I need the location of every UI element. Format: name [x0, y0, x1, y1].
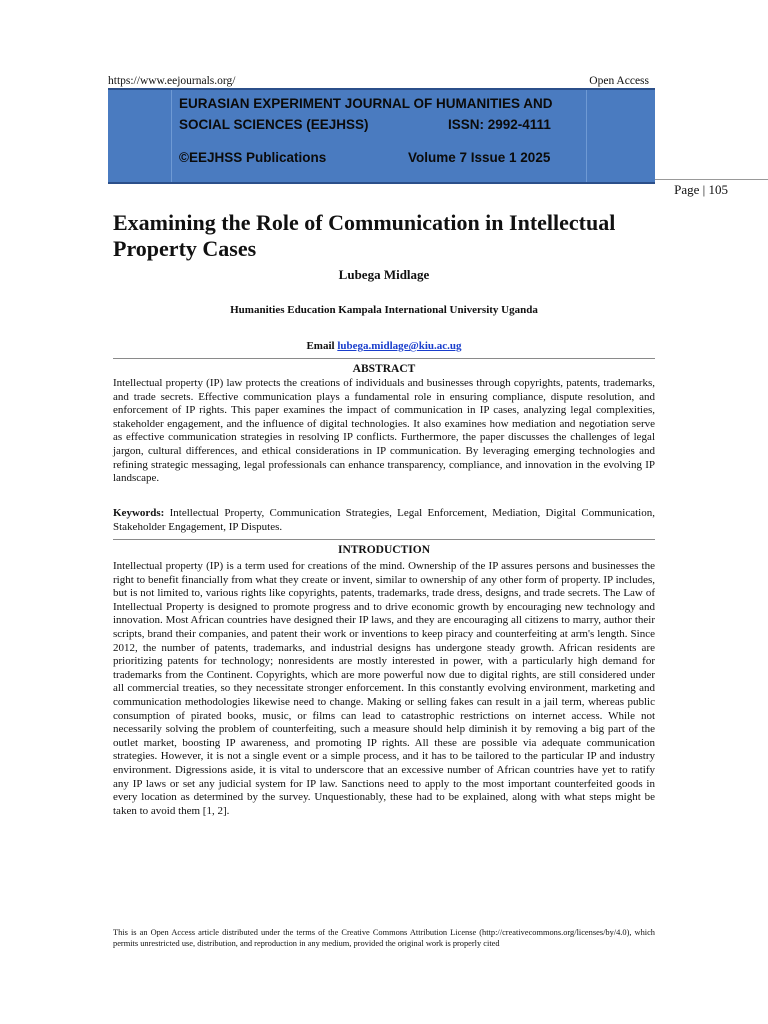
journal-name-line1: EURASIAN EXPERIMENT JOURNAL OF HUMANITIES AND — [179, 96, 553, 111]
email-label: Email — [306, 340, 338, 352]
journal-volume: Volume 7 Issue 1 2025 — [408, 150, 551, 165]
keywords-list: Intellectual Property, Communication Strategies, Legal Enforcement, Mediation, Digital Communication, Stakeholder Engagement, IP Disputes. — [113, 507, 655, 533]
divider-abstract-top — [113, 358, 655, 359]
journal-issn: ISSN: 2992-4111 — [448, 117, 551, 132]
journal-url[interactable]: https://www.eejournals.org/ — [108, 75, 236, 87]
article-title: Examining the Role of Communication in Intellectual Property Cases — [113, 210, 616, 261]
abstract-heading: ABSTRACT — [352, 363, 416, 375]
banner-divider-left — [171, 90, 172, 182]
keywords-label: Keywords: — [113, 507, 165, 519]
introduction-text: Intellectual property (IP) is a term used for creations of the mind. Ownership of the IP assures persons and businesses the right to benefit financially from what they create or invent, similar to ownership of any other form of property. IP includes, but is not limited to, various rights like copyrights, patents, trademarks, trade dress, designs, and trade secrets. The Law of Intellectual Property is designed to promote progress and to drive economic growth by encouraging new technology and innovation. Most African countries have designed their IP laws, and they are encouraging all citizens to marry, author their scripts, brand their companies, and patent their work or inventions to keep piracy and counterfeiting at arm's length. Since 2012, the number of patents, trademarks, and industrial designs has undergone steady growth. African residents are prioritizing patents for technology; nonresidents are mostly interested in power, with a particularly high demand for trademarks from the Continent. Copyrights, which are more powerful now due to digital rights, are still considered under all commercial treaties, so they necessitate stronger enforcement. In this constantly evolving environment, marketing and communication methodologies likewise need to change. Making or selling fakes can result in a jail term, whereas public consumption of pirated books, music, or films can lead to catastrophic restrictions on internet access. While not necessarily solving the problem of counterfeiting, such a measure should help diminish it by removing a big part of the outlet market, boosting IP awareness, and promoting IP rights. All these are possible via adequate communication strategies. However, it is not a single event or a simple process, and it has to be tailored to the particular IP and industry environment. Digressions aside, it is vital to underscore that an excessive number of African countries have yet to ratify any IP laws or set any judicial system for IP law. Sanctions need to apply to the most important counterfeited goods in every location as determined by the survey. Unquestionably, these had to be explained, along with what steps might be taken to avoid them [1, 2]. — [113, 560, 655, 817]
journal-banner — [108, 88, 655, 184]
keywords-line — [113, 507, 655, 534]
banner-divider-right — [586, 90, 587, 182]
page-number: Page | 105 — [674, 182, 728, 197]
journal-name-line2: SOCIAL SCIENCES (EEJHSS) — [179, 117, 369, 132]
introduction-heading: INTRODUCTION — [337, 544, 430, 556]
article-author: Lubega Midlage — [338, 267, 430, 282]
license-footer: This is an Open Access article distributed under the terms of the Creative Commons Attribution License (http://creativecommons.org/licenses/by/4.0), which permits unrestricted use, distribution, and reproduction in any medium, provided the original work is properly cited — [113, 928, 655, 948]
open-access-label: Open Access — [589, 75, 649, 87]
article-email-line — [113, 340, 655, 352]
divider-introduction-top — [113, 539, 655, 540]
page-rule — [655, 179, 768, 180]
article-affiliation: Humanities Education Kampala International University Uganda — [230, 304, 538, 316]
abstract-text: Intellectual property (IP) law protects the creations of individuals and businesses through copyrights, patents, trademarks, and trade secrets. Effective communication plays a fundamental role in ensuring compliance, dispute resolution, and enforcement of IP rights. This paper examines the impact of communication in IP cases, analyzing legal complexities, stakeholder engagement, and the influence of digital technologies. It also examines how mediation and negotiation serve as effective communication strategies in resolving IP conflicts. Furthermore, the paper discusses the challenges of legal jargon, cultural differences, and ethical considerations in IP communication. By leveraging emerging technologies and refining strategic messaging, legal professionals can enhance transparency, compliance, and innovation in the evolving IP landscape. — [113, 377, 655, 485]
journal-publisher: ©EEJHSS Publications — [179, 150, 327, 165]
email-link[interactable]: lubega.midlage@kiu.ac.ug — [337, 340, 462, 352]
